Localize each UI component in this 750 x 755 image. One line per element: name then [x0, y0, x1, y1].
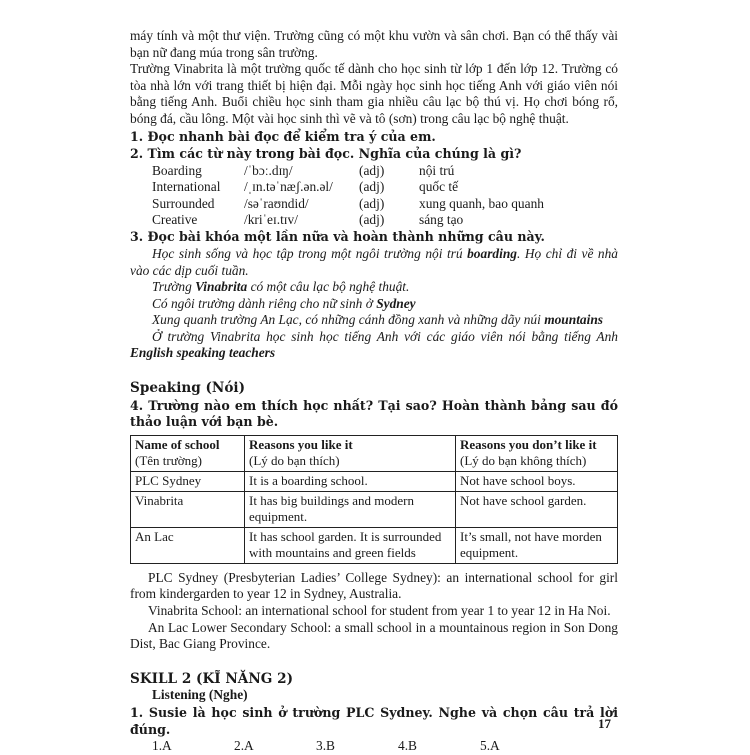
- answer-sentence-1: [130, 246, 618, 279]
- vocab-ipa: /ˈbɔː.dɪŋ/: [244, 162, 293, 178]
- table-cell: PLC Sydney: [131, 471, 245, 491]
- table-row: [131, 471, 618, 491]
- question-1: 1. Đọc nhanh bài đọc để kiểm tra ý của em.: [130, 128, 436, 144]
- answer-keyword: Vinabrita: [195, 279, 248, 295]
- header-cell: [131, 435, 245, 471]
- answer-text: Có ngôi trường dành riêng cho nữ sinh ở: [152, 295, 377, 311]
- vocab-meaning: quốc tế: [419, 179, 459, 195]
- table-cell: It has big buildings and modern equipment.: [245, 491, 456, 527]
- vocab-meaning: sáng tạo: [419, 211, 464, 227]
- school-table: [130, 435, 618, 564]
- answer-text: có một câu lạc bộ nghệ thuật.: [247, 279, 410, 295]
- vocab-meaning: xung quanh, bao quanh: [419, 195, 544, 211]
- vocab-row: [152, 196, 618, 212]
- vocab-list: [152, 163, 618, 229]
- header-en: Reasons you don’t like it: [460, 436, 597, 452]
- vocab-pos: (adj): [359, 162, 385, 178]
- answer-keyword: Sydney: [376, 295, 416, 311]
- answer-sentence-2: [152, 279, 618, 296]
- answer-text: Trường: [152, 279, 196, 295]
- vocab-word: International: [152, 179, 221, 195]
- answer-keyword: boarding: [467, 245, 517, 261]
- intro-paragraph-2: Trường Vinabrita là một trường quốc tế dành cho học sinh từ lớp 1 đến lớp 12. Trường có tòa nhà lớn với trang thiết bị hiện đại. Mỗi ngày học sinh học tiếng Anh với giáo viên nói bằng tiếng Anh. Buổi chiều học sinh tham gia nhiều câu lạc bộ thú vị. Họ chơi bóng rổ, bóng đá, cầu lông. Một vài học sinh thì vẽ và tô (sơn) trong câu lạc bộ nghệ thuật.: [130, 61, 618, 126]
- skill2-heading: SKILL 2 (KĨ NĂNG 2): [130, 670, 293, 687]
- intro-paragraph-1: máy tính và một thư viện. Trường cũng có một khu vườn và sân chơi. Bạn có thể thấy vài bạn nữ đang múa trong sân trường.: [130, 28, 618, 60]
- vocab-row: [152, 179, 618, 195]
- note-plc: PLC Sydney (Presbyterian Ladies’ College Sydney): an international school for girl from kindergarden to year 12 in Sydney, Australia.: [130, 569, 618, 602]
- vocab-pos: (adj): [359, 195, 385, 211]
- vocab-ipa: /kriˈeɪ.tɪv/: [244, 211, 298, 227]
- header-en: Name of school: [135, 436, 220, 452]
- note-vinabrita: Vinabrita School: an international school for student from year 1 to year 12 in Ha Noi.: [148, 603, 611, 619]
- vocab-word: Creative: [152, 211, 198, 227]
- answer-text: Xung quanh trường An Lạc, có những cánh đồng xanh và những dãy núi: [152, 312, 545, 328]
- vocab-meaning: nội trú: [419, 162, 455, 178]
- header-vi: (Lý do bạn không thích): [460, 452, 587, 468]
- header-vi: (Tên trường): [135, 452, 202, 468]
- header-en: Reasons you like it: [249, 436, 353, 452]
- listening-answers: [152, 738, 618, 755]
- answer-text: Học sinh sống và học tập trong một ngôi trường nội trú: [152, 245, 468, 261]
- table-row: [131, 491, 618, 527]
- header-cell: [245, 435, 456, 471]
- question-4: 4. Trường nào em thích học nhất? Tại sao? Hoàn thành bảng sau đó thảo luận với bạn bè.: [130, 397, 618, 430]
- answer-text: . Họ chỉ đi về nhà vào các dịp cuối tuần.: [130, 245, 618, 278]
- table-cell: Vinabrita: [131, 491, 245, 527]
- vocab-word: Surrounded: [152, 195, 215, 211]
- vocab-ipa: /səˈraʊndid/: [244, 195, 309, 211]
- vocab-ipa: /ˌɪn.təˈnæʃ.ən.əl/: [244, 179, 333, 195]
- question-2: 2. Tìm các từ này trong bài đọc. Nghĩa của chúng là gì?: [130, 146, 522, 162]
- vocab-pos: (adj): [359, 211, 385, 227]
- answer-keyword: mountains: [544, 312, 603, 328]
- answer-sentence-3: [152, 296, 618, 313]
- page-number: 17: [598, 716, 611, 731]
- listening-question: 1. Susie là học sinh ở trường PLC Sydney. Nghe và chọn câu trả lời đúng.: [130, 705, 618, 737]
- header-cell: [456, 435, 618, 471]
- table-cell: It is a boarding school.: [245, 471, 456, 491]
- page-content: [130, 28, 618, 755]
- answer-item: 1.A: [152, 738, 172, 754]
- table-row: [131, 527, 618, 563]
- answer-keyword: English speaking teachers: [130, 345, 276, 361]
- note-an-lac: An Lac Lower Secondary School: a small school in a mountainous region in Son Dong Dist, Bac Giang Province.: [130, 619, 618, 652]
- table-cell: An Lac: [131, 527, 245, 563]
- answer-item: 4.B: [398, 738, 417, 754]
- answer-sentence-4: [152, 312, 618, 329]
- answer-sentence-5: [130, 329, 618, 362]
- vocab-word: Boarding: [152, 162, 202, 178]
- vocab-pos: (adj): [359, 179, 385, 195]
- table-cell: It has school garden. It is surrounded with mountains and green fields: [245, 527, 456, 563]
- answer-item: 3.B: [316, 738, 335, 754]
- listening-heading: Listening (Nghe): [152, 687, 248, 703]
- vocab-row: [152, 163, 618, 179]
- speaking-heading: Speaking (Nói): [130, 380, 246, 397]
- answer-item: 2.A: [234, 738, 254, 754]
- answer-text: Ở trường Vinabrita học sinh học tiếng Anh với các giáo viên nói bằng tiếng Anh: [152, 328, 618, 344]
- header-vi: (Lý do bạn thích): [249, 452, 340, 468]
- table-cell: Not have school garden.: [456, 491, 618, 527]
- table-cell: Not have school boys.: [456, 471, 618, 491]
- vocab-row: [152, 212, 618, 228]
- question-3: 3. Đọc bài khóa một lần nữa và hoàn thành những câu này.: [130, 229, 545, 245]
- answer-item: 5.A: [480, 738, 500, 754]
- table-header-row: [131, 435, 618, 471]
- table-cell: It’s small, not have morden equipment.: [456, 527, 618, 563]
